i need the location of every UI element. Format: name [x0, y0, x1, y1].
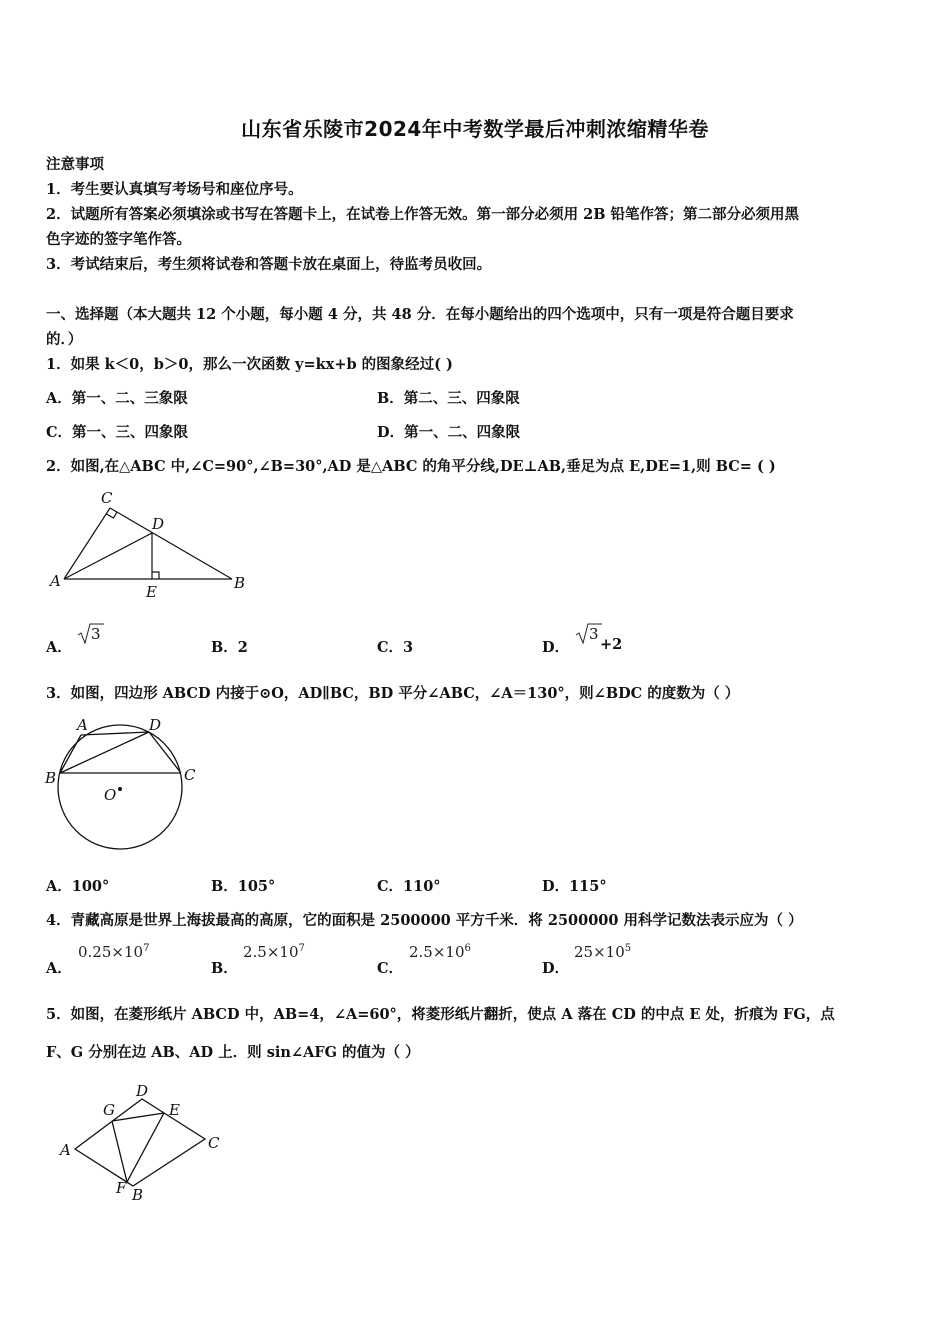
q1-option-c: C．第一、三、四象限 — [46, 424, 189, 441]
q4-option-d-label: D． — [542, 960, 570, 977]
notice-item: 2．试题所有答案必须填涂或书写在答题卡上，在试卷上作答无效。第一部分必须用 2B 铅笔作答；第二部分必须用黑 — [46, 206, 800, 223]
q2-right-angle-e — [152, 572, 159, 579]
q2-option-b: B．2 — [211, 639, 248, 656]
q3-label-a: A — [77, 716, 88, 734]
q5-stem: 5．如图，在菱形纸片 ABCD 中，AB=4，∠A=60°，将菱形纸片翻折，使点 A 落在 CD 的中点 E 处，折痕为 FG，点 — [46, 1006, 835, 1023]
page-title: 山东省乐陵市2024年中考数学最后冲刺浓缩精华卷 — [241, 117, 709, 141]
section-heading: 一、选择题（本大题共 12 个小题，每小题 4 分，共 48 分．在每小题给出的四个选项中，只有一项是符合题目要求 — [46, 306, 794, 323]
q4-option-b-value — [243, 943, 305, 961]
notice-item: 3．考试结束后，考生须将试卷和答题卡放在桌面上，待监考员收回。 — [46, 256, 492, 273]
q2-stem: 2．如图,在△ABC 中,∠C=90°,∠B=30°,AD 是△ABC 的角平分线,DE⊥AB,垂足为点 E,DE=1,则 BC= ( ) — [46, 458, 776, 475]
q2-option-a-sqrt-icon — [76, 622, 106, 646]
q5-fold-gf — [112, 1121, 127, 1182]
q4-option-a-exponent: 7 — [143, 943, 150, 954]
q3-segment-ab — [60, 735, 81, 773]
q4-option-b-exponent: 7 — [298, 943, 305, 954]
q2-option-d-suffix: +2 — [600, 636, 623, 653]
q4-option-c-base: 2.5×10 — [409, 943, 465, 961]
q5-label-g: G — [103, 1101, 115, 1119]
q4-option-b-base: 2.5×10 — [243, 943, 299, 961]
q2-option-a-radicand: 3 — [91, 625, 101, 643]
q3-option-a: A．100° — [46, 878, 110, 895]
q2-label-c: C — [101, 489, 113, 507]
q3-center-point — [118, 787, 122, 791]
q3-label-c: C — [184, 766, 196, 784]
q2-label-d: D — [152, 515, 165, 533]
q5-label-e: E — [169, 1101, 180, 1119]
q3-circle-figure — [42, 712, 202, 857]
q2-segment-ad — [64, 533, 152, 579]
q4-option-d-base: 25×10 — [574, 943, 625, 961]
q5-rhombus-abcd — [75, 1099, 205, 1186]
q4-option-c-exponent: 6 — [464, 943, 471, 954]
q4-option-d-value — [574, 943, 631, 961]
q1-option-b: B．第二、三、四象限 — [377, 390, 520, 407]
q1-option-d: D．第一、二、四象限 — [377, 424, 521, 441]
q4-option-a-value — [78, 943, 149, 961]
q2-side-ac — [64, 508, 110, 579]
q4-option-b-label: B． — [211, 960, 238, 977]
q2-option-d-radicand: 3 — [589, 625, 599, 643]
q4-option-a-base: 0.25×10 — [78, 943, 144, 961]
section-heading-cont: 的．） — [46, 331, 83, 348]
q3-segment-dc — [149, 732, 181, 773]
q2-right-angle-c — [107, 512, 118, 518]
notice-item: 色字迹的签字笔作答。 — [46, 231, 191, 248]
q4-option-d-exponent: 5 — [624, 943, 632, 954]
q5-label-a: A — [60, 1141, 71, 1159]
q3-option-b: B．105° — [211, 878, 276, 895]
q4-option-c-label: C． — [377, 960, 404, 977]
q5-segment-fe — [127, 1113, 164, 1182]
q2-label-a: A — [50, 572, 61, 590]
notice-heading: 注意事项 — [46, 156, 104, 173]
q4-stem: 4．青藏高原是世界上海拔最高的高原，它的面积是 2500000 平方千米．将 2500000 用科学记数法表示应为（ ） — [46, 912, 803, 929]
q5-label-d: D — [136, 1082, 149, 1100]
q5-stem-cont: F、G 分别在边 AB、AD 上．则 sin∠AFG 的值为（ ） — [46, 1044, 420, 1061]
q3-option-c: C．110° — [377, 878, 441, 895]
q2-option-d-label: D． — [542, 639, 570, 656]
q1-option-a: A．第一、二、三象限 — [46, 390, 188, 407]
q4-option-c-value — [409, 943, 471, 961]
q3-label-b: B — [45, 769, 57, 787]
q5-label-b: B — [132, 1186, 144, 1204]
q3-stem: 3．如图，四边形 ABCD 内接于⊙O，AD∥BC，BD 平分∠ABC，∠A＝130°，则∠BDC 的度数为（ ） — [46, 685, 740, 702]
q2-option-c: C．3 — [377, 639, 414, 656]
q5-label-f: F — [116, 1179, 127, 1197]
q2-label-e: E — [146, 583, 157, 601]
q3-label-d: D — [149, 716, 162, 734]
q1-stem: 1．如果 k＜0，b＞0，那么一次函数 y=kx+b 的图象经过( ) — [46, 356, 453, 373]
q2-label-b: B — [234, 574, 246, 592]
q5-rhombus-figure — [55, 1082, 230, 1204]
q2-triangle-figure — [44, 486, 254, 604]
q4-option-a-label: A． — [46, 960, 72, 977]
notice-item: 1．考生要认真填写考场号和座位序号。 — [46, 181, 303, 198]
q5-segment-ge — [112, 1113, 164, 1121]
q5-label-c: C — [208, 1134, 220, 1152]
q3-label-o: O — [104, 786, 117, 804]
q3-segment-bd — [60, 732, 149, 773]
q2-option-a-label: A． — [46, 639, 72, 656]
q3-option-d: D．115° — [542, 878, 607, 895]
q2-side-cb — [110, 508, 232, 579]
